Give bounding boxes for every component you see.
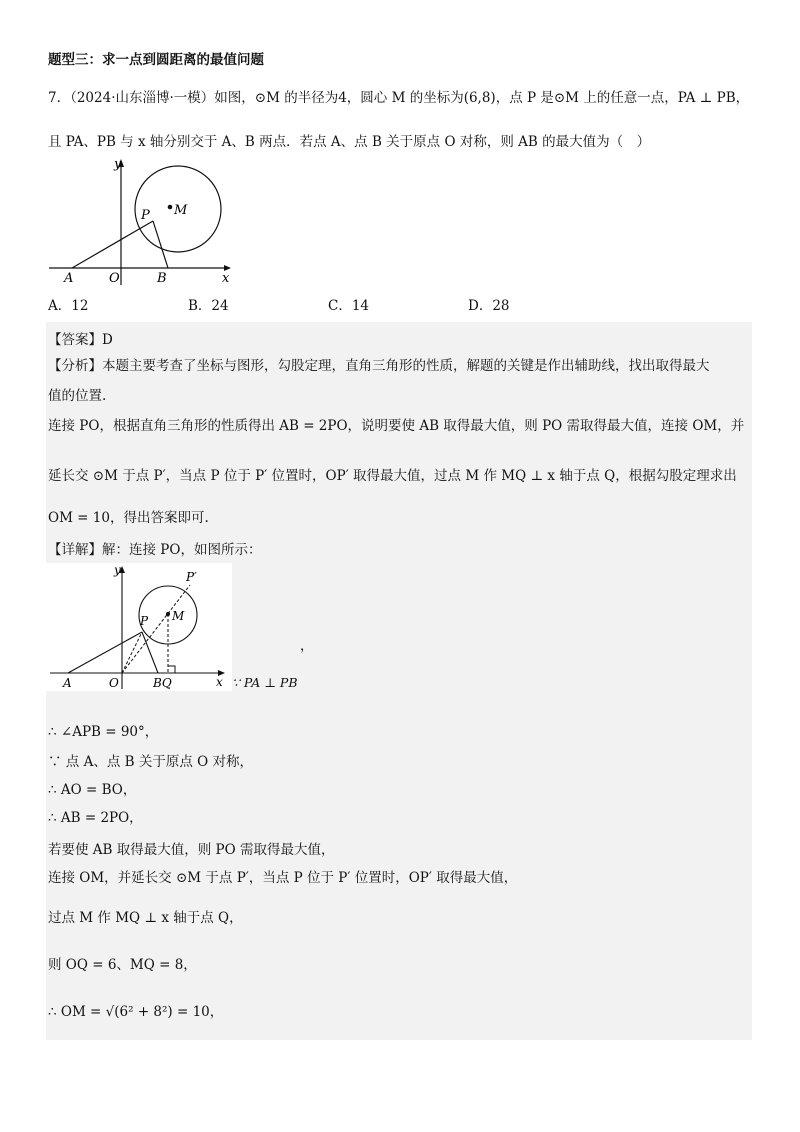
solution-figure: [46, 563, 232, 691]
option-d[interactable]: D．28: [468, 298, 510, 314]
option-a[interactable]: A．12: [48, 298, 89, 314]
label-p: P: [141, 208, 150, 223]
label-a: A: [64, 271, 74, 286]
question-line-2: 且 PA、PB 与 x 轴分别交于 A、B 两点．若点 A、点 B 关于原点 O 对称，则 AB 的最大值为（ ）: [48, 134, 651, 150]
step-2: ∵ 点 A、点 B 关于原点 O 对称，: [48, 754, 253, 770]
option-c[interactable]: C．14: [328, 298, 370, 314]
question-line-1: 7．（2024·山东淄博·一模）如图，⊙M 的半径为4，圆心 M 的坐标为(6,8)，点 P 是⊙M 上的任意一点，PA ⊥ PB，: [48, 90, 750, 106]
right-angle-marker: [168, 666, 175, 673]
label-m: M: [174, 203, 188, 218]
segment-pb: [153, 221, 168, 268]
step-7: 过点 M 作 MQ ⊥ x 轴于点 Q，: [48, 910, 243, 926]
step-1: ∴ ∠APB = 90°，: [48, 724, 159, 740]
analysis-line-2: 值的位置.: [48, 388, 107, 404]
label-y: y: [114, 157, 122, 172]
label-p-2: P: [140, 614, 149, 628]
label-m-2: M: [172, 609, 185, 623]
options-row: [48, 296, 568, 316]
question-figure: [44, 155, 244, 290]
label-x: x: [222, 271, 230, 286]
segment-pa: [72, 221, 153, 268]
label-o: O: [109, 271, 120, 286]
label-p-prime-2: P′: [186, 570, 197, 584]
step-5: 若要使 AB 取得最大值，则 PO 需取得最大值，: [48, 842, 335, 858]
because-perp: ∵ PA ⊥ PB: [232, 675, 298, 690]
label-b: B: [157, 271, 167, 286]
step-8: 则 OQ = 6、MQ = 8，: [48, 957, 197, 973]
step-9: ∴ OM = √(6² + 8²) = 10，: [48, 1004, 224, 1020]
label-bq-2: BQ: [153, 676, 172, 690]
analysis-line-3: 连接 PO，根据直角三角形的性质得出 AB = 2PO，说明要使 AB 取得最大值，则 PO 需取得最大值，连接 OM，并: [48, 418, 745, 434]
label-o-2: O: [109, 676, 119, 690]
figure-comma: ，: [300, 638, 314, 654]
step-3: ∴ AO = BO，: [48, 782, 137, 798]
analysis-line-4: 延长交 ⊙M 于点 P′，当点 P 位于 P′ 位置时，OP′ 取得最大值，过点 M 作 MQ ⊥ x 轴于点 Q，根据勾股定理求出: [48, 468, 737, 484]
option-b[interactable]: B．24: [188, 298, 229, 314]
analysis-line-5: OM = 10，得出答案即可.: [48, 510, 209, 526]
label-x-2: x: [216, 675, 223, 689]
label-y-2: y: [114, 563, 121, 577]
center-m-dot: [168, 205, 173, 210]
detail-intro: 【详解】解：连接 PO，如图所示：: [48, 542, 262, 558]
step-4: ∴ AB = 2PO，: [48, 810, 143, 826]
answer-line: 【答案】D: [48, 332, 113, 348]
segment-op-prime-dashed: [122, 585, 190, 673]
analysis-line-1: 【分析】本题主要考查了坐标与图形，勾股定理，直角三角形的性质，解题的关键是作出辅助线，找出取得最大: [48, 358, 710, 374]
section-title: 题型三：求一点到圆距离的最值问题: [48, 52, 264, 68]
step-6: 连接 OM，并延长交 ⊙M 于点 P′，当点 P 位于 P′ 位置时，OP′ 取得最大值，: [48, 870, 518, 886]
label-a-2: A: [63, 676, 72, 690]
segment-pa-2: [68, 632, 142, 673]
